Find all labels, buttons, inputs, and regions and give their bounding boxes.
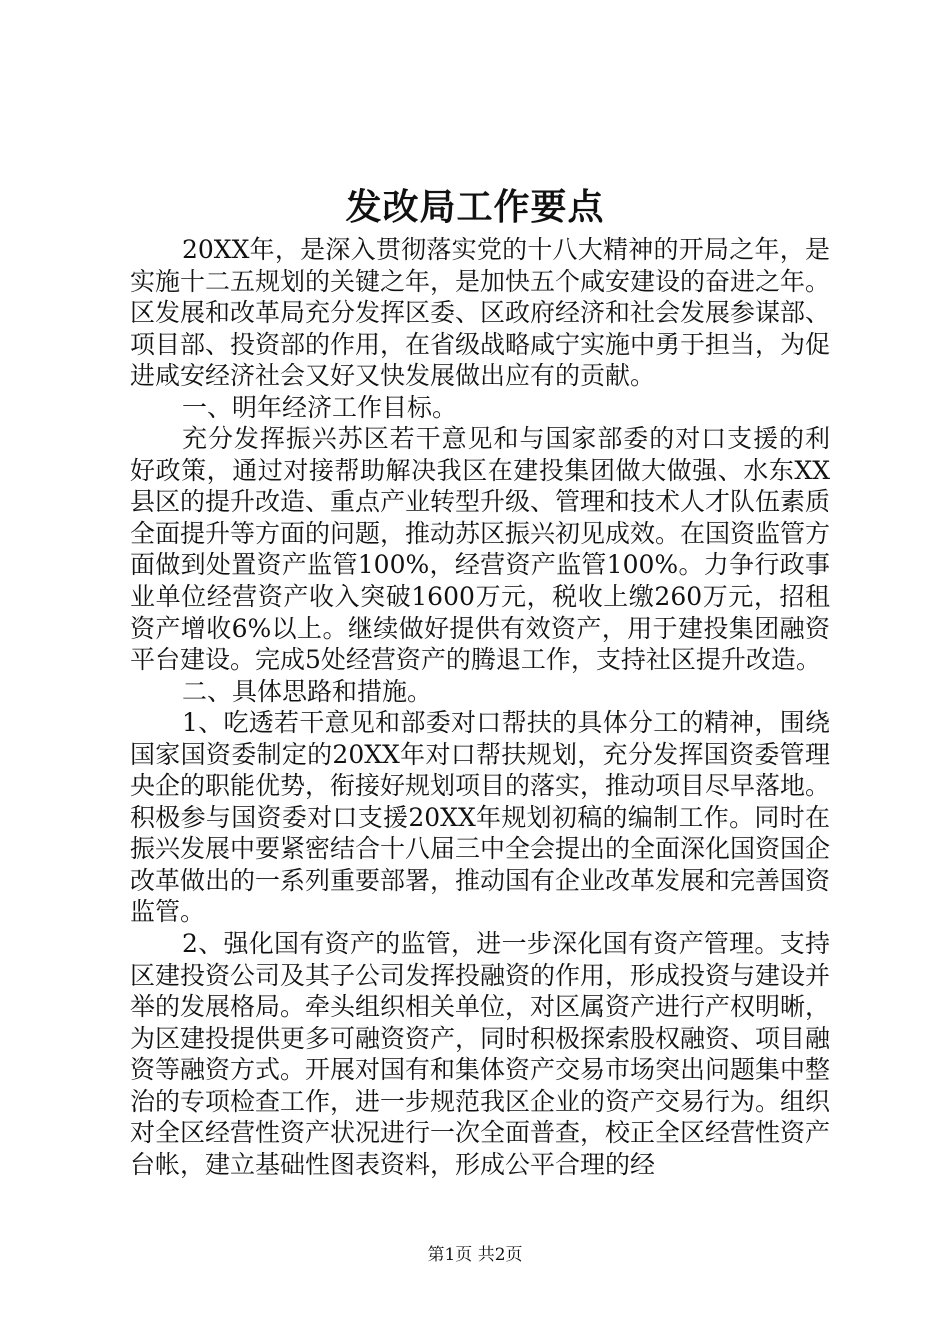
page-footer: 第1页 共2页 — [427, 1245, 523, 1265]
section-heading-goals: 一、明年经济工作目标。 — [182, 392, 458, 422]
paragraph-intro: 20XX年，是深入贯彻落实党的十八大精神的开局之年，是实施十二五规划的关键之年，是加快五个咸安建设的奋进之年。区发展和改革局充分发挥区委、区政府经济和社会发展参谋部、项目部、投资部的作用，在省级战略咸宁实施中勇于担当，为促进咸安经济社会又好又快发展做出应有的贡献。 — [130, 235, 831, 391]
paragraph-goals: 充分发挥振兴苏区若干意见和与国家部委的对口支援的利好政策，通过对接帮助解决我区在建投集团做大做强、水东XX县区的提升改造、重点产业转型升级、管理和技术人才队伍素质全面提升等方面的问题，推动苏区振兴初见成效。在国资监管方面做到处置资产监管100%，经营资产监管100%。力争行政事业单位经营资产收入突破1600万元，税收上缴260万元，招租资产增收6%以上。继续做好提供有效资产，用于建投集团融资平台建设。完成5处经营资产的腾退工作，支持社区提升改造。 — [130, 424, 831, 675]
section-heading-measures: 二、具体思路和措施。 — [182, 676, 433, 706]
paragraph-measure-2: 2、强化国有资产的监管，进一步深化国有资产管理。支持区建投资公司及其子公司发挥投融资的作用，形成投资与建设并举的发展格局。牵头组织相关单位，对区属资产进行产权明晰，为区建投提供更多可融资资产，同时积极探索股权融资、项目融资等融资方式。开展对国有和集体资产交易市场突出问题集中整治的专项检查工作，进一步规范我区企业的资产交易行为。组织对全区经营性资产状况进行一次全面普查，校正全区经营性资产台帐，建立基础性图表资料，形成公平合理的经 — [130, 929, 831, 1179]
document-title: 发改局工作要点 — [345, 186, 605, 228]
paragraph-measure-1: 1、吃透若干意见和部委对口帮扶的具体分工的精神，围绕国家国资委制定的20XX年对口帮扶规划，充分发挥国资委管理央企的职能优势，衔接好规划项目的落实，推动项目尽早落地。积极参与国资委对口支援20XX年规划初稿的编制工作。同时在振兴发展中要紧密结合十八届三中全会提出的全面深化国资国企改革做出的一系列重要部署，推动国有企业改革发展和完善国资监管。 — [130, 708, 831, 927]
document-body — [130, 234, 830, 1180]
